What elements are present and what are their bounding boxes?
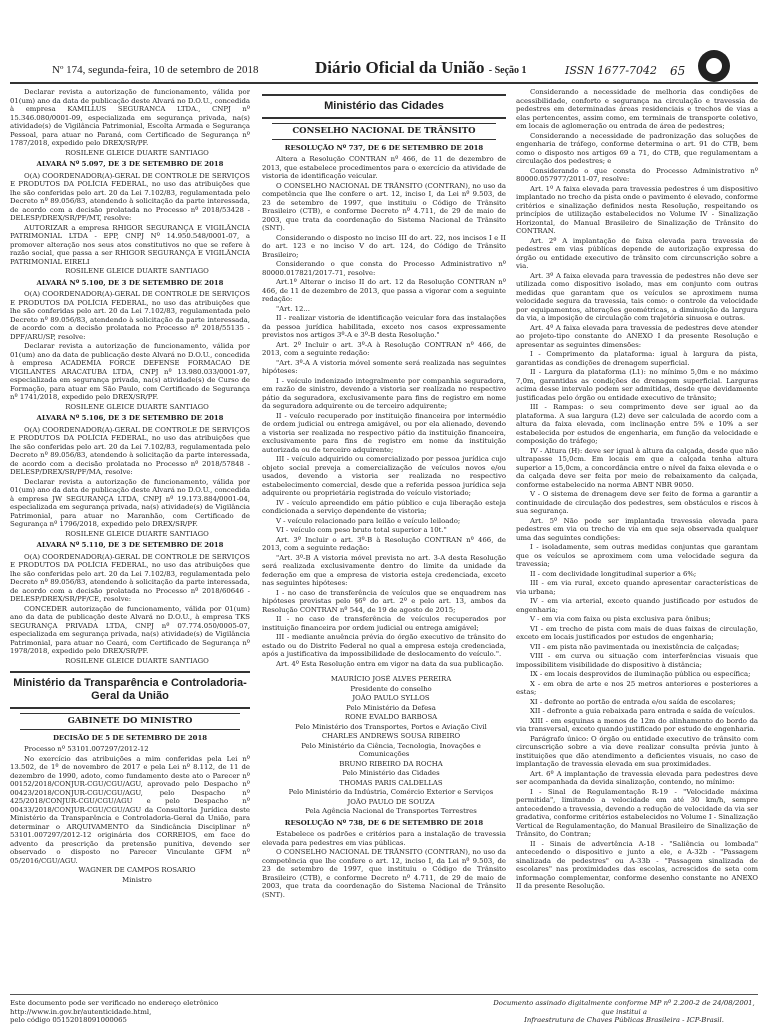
signature-note-line: Documento assinado digitalmente conforme MP nº 2.200-2 de 24/08/2001, que institui a (493, 999, 755, 1016)
ementa: Estabelece os padrões e critérios para a instalação de travessia elevada para pedestres em vias públicas. (262, 830, 506, 847)
paragraph: Art. 2º A implantação de faixa elevada para travessia de pedestres em vias públicas depende de autorização expressa do órgão ou entidade executivo de trânsito com circunscrição sobre a via. (516, 236, 758, 270)
decisao-title: DECISÃO DE 5 DE SETEMBRO DE 2018 (52, 733, 208, 742)
ministry-heading: Ministério da Transparência e Controladoria-Geral da União (10, 671, 250, 709)
paragraph: XI - defronte ao portão de entrada e/ou saída de escolares; (530, 697, 736, 706)
paragraph: VII - em pista não pavimentada ou inexistência de calçadas; (530, 642, 740, 651)
paragraph: Art. 1º A faixa elevada para travessia pedestres é um dispositivo implantado no trecho da pista onde o pavimento é elevado, conforme critérios e sinalização definidos nesta Resolução, respeitando os princípios de utilização estabelecidos no Volume IV - Sinalização Horizontal, do Manual Brasileiro de Sinalização de Trânsito do CONTRAN. (516, 184, 758, 235)
paragraph: II - com declividade longitudinal superior a 6%; (530, 569, 697, 578)
signature-name: JOÃO PAULO SYLLOS (352, 694, 430, 702)
paragraph: Processo nº 53101.007297/2012-12 (24, 745, 149, 753)
paragraph: O(A) COORDENADOR(A)-GERAL DE CONTROLE DE SERVIÇOS E PRODUTOS DA POLÍCIA FEDERAL, no uso das atribuições que lhe são conferidas pelo art. 20 da Lei 7.102/83, regulamentada pelo Decreto nº 89.056/83, atendendo à solicitação da parte interessada, de acordo com a decisão prolatada no Processo nº 2018/53428 - DELESP/DREX/SR/PF/MT, resolve: (10, 171, 250, 222)
paragraph: V - O sistema de drenagem deve ser feito de forma a garantir a continuidade de circulação dos pedestres, sem obstáculos e riscos à sua segurança. (516, 490, 758, 515)
paragraph: O(A) COORDENADOR(A)-GERAL DE CONTROLE DE SERVIÇOS E PRODUTOS DA POLÍCIA FEDERAL, no uso das atribuições que lhe são conferidas pelo art. 20 da Lei 7.102/83, regulamentada pelo Decreto nº 89.056/83, atendendo à solicitação da parte interessada, de acordo com a decisão prolatada no Processo nº 2018/60646 - DELESP/DREX/SR/PF/CE, resolve: (10, 552, 250, 603)
paragraph: No exercício das atribuições a mim conferidas pela Lei nº 13.502, de 1º de novembro de 2017 e pela Lei nº 8.112, de 11 de dezembro de 1990, adoto, como fundamento deste ato o Parecer nº 00152/2018/CONJUR-CGU/CGU/AGU, aprovado pelo Despacho nº 00423/2018/CONJUR-CGU/CGU/AGU, pelo Despacho nº 425/2018/CONJUR-CGU/CGU/AGU e pelo Despacho nº 00433/2018/CONJUR-CGU/CGU/AGU da Consultoria Jurídica deste Ministério da Transparência e Controladoria-Geral da União, para determinar o ARQUIVAMENTO da Sindicância Disciplinar nº 53101.007297/2012-12 originária dos CORREIOS, em face do advento da prescrição da pretensão punitiva, devendo ser observado o disposto no Parecer Vinculante GFM nº 05/2016/CGU/AGU. (10, 754, 250, 865)
verification-url: Este documento pode ser verificado no endereço eletrônico http://www.in.gov.br/autenticidade.html, (10, 999, 219, 1016)
verification-note (10, 999, 340, 1025)
signature-role: Pelo Ministério da Indústria, Comércio Exterior e Serviços (288, 788, 494, 796)
signature-role: Pelo Ministério da Ciência, Tecnologia, Inovações e Comunicações (301, 741, 481, 758)
column-3 (516, 88, 758, 988)
section-label: - Seção 1 (488, 65, 527, 76)
signature-name: RONE EVALDO BARBOSA (344, 713, 438, 721)
paragraph: Considerando o disposto no inciso III do art. 22, nos incisos I e II do art. 123 e no inciso V do art. 124, do Código de Trânsito Brasileiro; (262, 233, 506, 259)
alvara-title: ALVARÁ Nº 5.097, DE 3 DE SETEMBRO DE 2018 (36, 160, 224, 168)
signature-role: Pelo Ministério da Defesa (346, 703, 436, 712)
verification-code: pelo código 05152018091000065 (10, 1016, 127, 1024)
paragraph: XII - defronte a guia rebaixada para entrada e saída de veículos. (530, 707, 756, 715)
paragraph: I - Comprimento da plataforma: igual à largura da pista, garantidas as condições de drenagem superficial. (516, 350, 758, 367)
newspaper-title (315, 58, 527, 78)
paragraph: I - veículo indenizado integralmente por companhia seguradora, em razão de sinistro, devendo a vistoria ser realizada no respectivo pátio da seguradora, exclusivamente para fins de registro em nome da seguradora adquirente ou de terceiro adquirente; (262, 376, 506, 410)
paragraph: Art. 5º Não pode ser implantada travessia elevada para pedestres em via ou trecho de via em que seja observada qualquer uma das seguintes condições: (516, 516, 758, 542)
coat-of-arms-icon (698, 50, 730, 82)
paragraph: V - veículo relacionado para leilão e veículo leiloado; (276, 516, 461, 525)
alvara-title: ALVARÁ Nº 5.106, DE 3 DE SETEMBRO DE 2018 (36, 414, 224, 422)
paragraph: "Art. 3º-B A vistoria móvel prevista no art. 3-A desta Resolução será realizada exclusivamente dentro do limite da unidade da federação em que a empresa de vistoria esteja credenciada, exceto nas seguintes hipóteses: (262, 553, 506, 587)
alvara-title: ALVARÁ Nº 5.110, DE 3 DE SETEMBRO DE 2018 (36, 541, 224, 549)
paragraph: Declarar revista a autorização de funcionamento, válida por 01(um) ano da data de publicação deste Alvará no D.O.U., concedida à empresa JW SEGURANÇA LTDA, CNPJ nº 19.173.884/0001-04, especializada em segurança privada, na(s) atividade(s) de Vigilância Patrimonial, para atuar no Maranhão, com Certificado de Segurança nº 1796/2018, expedido pelo DREX/SR/PF. (10, 477, 250, 528)
paragraph: Art. 3º A faixa elevada para travessia de pedestres não deve ser utilizada como dispositivo isolado, mas em conjunto com outras medidas que garantam que os veículos se aproximem numa velocidade segura da travessia, tais como: o controle da velocidade por equipamentos, alterações geométricas, a diminuição da largura da via, a imposição de circulação com trajetória sinuosa e outras. (516, 271, 758, 322)
paragraph: VI - em trecho de pista com mais de duas faixas de circulação, exceto em locais justificados por estudos de engenharia; (516, 624, 758, 641)
paragraph: II - no caso de transferência de veículos recuperados por instituição financeira por ordem judicial ou entrega amigável; (262, 615, 506, 632)
page-header (10, 46, 758, 84)
gabinete-heading: GABINETE DO MINISTRO (20, 713, 240, 730)
paragraph: I - Sinal de Regulamentação R-19 - "Velocidade máxima permitida", limitando a velocidade em até 30 km/h, sempre antecedendo a travessia, devendo a redução de velocidade da via ser gradativa, conforme critérios estabelecidos no Volume I - Sinalização Vertical de Regulamentação, do Manual Brasileiro de Sinalização de Trânsito, do Contran; (516, 787, 758, 838)
paragraph: Considerando o que consta do Processo Administrativo nº 80000.057977/2011-07, resolve: (516, 166, 758, 183)
paragraph: Considerando a necessidade de padronização das soluções de engenharia de tráfego, conforme determina o art. 91 do CTB, bem como o disposto nos artigos 69 a 71, do CTB, que regulamentam a circulação dos pedestres; e (516, 131, 758, 165)
signature-role: Ministro (122, 875, 152, 884)
paragraph: VIII - em curva ou situação com interferências visuais que impossibilitem visibilidade do dispositivo à distância; (516, 652, 758, 669)
issn: ISSN 1677-7042 (565, 64, 658, 77)
paragraph: III - mediante anuência prévia do órgão executivo de trânsito do estado ou do Distrito Federal no qual a empresa esteja credenciada, após a justificativa da impossibilidade de deslocamento do veículo.". (262, 633, 506, 658)
paragraph: I - isoladamente, sem outras medidas conjuntas que garantam que os veículos se aproximem com uma velocidade segura da travessia; (516, 543, 758, 568)
paragraph: O(A) COORDENADOR(A)-GERAL DE CONTROLE DE SERVIÇOS E PRODUTOS DA POLÍCIA FEDERAL, no uso das atribuições que lhe são conferidas pelo art. 20 da Lei 7.102/83, regulamentada pelo Decreto nº 89.056/83, atendendo à solicitação da parte interessada, de acordo com a decisão prolatada no Processo nº 2018/57848 - DELESP/DREX/SR/PF/MA, resolve: (10, 425, 250, 476)
page-footer (10, 994, 758, 1024)
paragraph: Considerando a necessidade de melhoria das condições de acessibilidade, conforto e segurança na circulação e travessia de pedestres em determinadas áreas residenciais e trechos de vias a elas pertencentes, assim como, em terminais de transporte coletivo, em locais de aglomeração ou entrada de área de pedestres; (516, 88, 758, 130)
paragraph: Art. 4º A faixa elevada para travessia de pedestres deve atender ao projeto-tipo constante do ANEXO I da presente Resolução e apresentar as seguintes dimensões: (516, 323, 758, 349)
signature-note (490, 999, 758, 1025)
paragraph: Art. 2º Incluir o art. 3º-A à Resolução CONTRAN nº 466, de 2013, com a seguinte redação: (262, 340, 506, 357)
paragraph: "Art. 12... (276, 304, 310, 313)
signature-role: Pelo Ministério dos Transportes, Portos e Aviação Civil (295, 722, 487, 731)
paragraph: Art. 3º Incluir o art. 3º-B à Resolução CONTRAN nº 466, de 2013, com a seguinte redação: (262, 535, 506, 552)
paragraph: II - Sinais de advertência A-18 - "Saliência ou lombada" antecedendo o dispositivo e junto a ele, e A-32b - "Passagem sinalizada de pedestres" ou A-33b - "Passagem sinalizada de escolares" nas proximidades das escolas, acrescidos de seta com informação complementar, conforme desenho constante no ANEXO II da presente Resolução. (516, 839, 758, 890)
paragraph: O(A) COORDENADOR(A)-GERAL DE CONTROLE DE SERVIÇOS E PRODUTOS DA POLÍCIA FEDERAL, no uso das atribuições que lhe são conferidas pelo art. 20 da Lei 7.102/83, regulamentada pelo Decreto nº 89.056/83, atendendo à solicitação da parte interessada, de acordo com a decisão prolatada no Processo nº 2018/55135 - DPF/ARU/SP, resolve: (10, 290, 250, 341)
paragraph: VI - veículo com peso bruto total superior a 10t." (276, 526, 447, 534)
signature-role: Pelo Ministério das Cidades (342, 769, 440, 777)
paragraph: II - veículo recuperado por instituição financeira por intermédio de ordem judicial ou entrega amigável, ou por ela alienado, devendo a vistoria ser realizada no respectivo pátio da instituição financeira, exclusivamente para fins de registro em nome da instituição autorizada ou de terceiro adquirente; (262, 411, 506, 454)
paragraph: III - Rampas: o seu comprimento deve ser igual ao da plataforma. A sua largura (L2) deve ser calculada de acordo com a altura da faixa elevada, com inclinação entre 5% e 10% a ser estabelecida por estudos de engenharia, em função da velocidade e composição do tráfego; (516, 403, 758, 445)
paragraph: Art. 6º A implantação de travessia elevada para pedestres deve ser acompanhada da devida sinalização, contendo, no mínimo: (516, 769, 758, 786)
paragraph: XIII - em esquinas a menos de 12m do alinhamento do bordo da via transversal, exceto quando justificado por estudo de engenharia. (516, 716, 758, 733)
paragraph: AUTORIZAR a empresa RHIGOR SEGURANÇA E VIGILÂNCIA PATRIMONIAL LTDA - EPP, CNPJ Nº 14.950.548/0001-07, a promover alteração nos seus atos constitutivos no que se refere à razão social, que passa a ser RHIGOR SEGURANÇA E VIGILÂNCIA PATRIMONIAL EIRELI (10, 223, 250, 266)
signature: ROSILENE GLEICE DUARTE SANTIAGO (65, 402, 209, 411)
paragraph: Declarar revista a autorização de funcionamento, válida por 01(um) ano da data de publicação deste Alvará no D.O.U., concedida à empresa ACADEMIA FORCE DEFENSE FORMACAO DE VIGILANTES ARACATUBA LTDA, CNPJ nº 13.980.033/0001-97, especializada em segurança privada, na(s) atividade(s) de Curso de Formação, para atuar em São Paulo, com Certificado de Segurança nº 1741/2018, expedido pelo DREX/SR/PF. (10, 342, 250, 401)
signature-name: JOÃO PAULO DE SOUZA (347, 797, 435, 806)
ementa: Altera a Resolução CONTRAN nº 466, de 11 de dezembro de 2013, que estabelece procedimentos para o exercício da atividade de vistoria de identificação veicular. (262, 155, 506, 180)
paragraph: Art.1º Alterar o inciso II do art. 12 da Resolução CONTRAN nº 466, de 11 de dezembro de 2013, que passa a vigorar com a seguinte redação: (262, 278, 506, 303)
signature: ROSILENE GLEICE DUARTE SANTIAGO (65, 267, 209, 275)
signature-name: THOMAS PARIS CALDELLAS (339, 778, 443, 787)
signature-name: BRUNO RIBEIRO DA ROCHA (339, 759, 443, 768)
paragraph: I - no caso de transferência de veículos que se enquadrem nas hipóteses previstas pelo §6º do art. 2º e pelo art. 13, ambos da Resolução CONTRAN nº 544, de 19 de agosto de 2015; (262, 588, 506, 614)
paragraph: II - realizar vistoria de identificação veicular fora das instalações da pessoa jurídica habilitada, exceto nos casos expressamente previstos nos artigos 3º-A e 3º-B desta Resolução." (262, 314, 506, 339)
signature-name: MAURÍCIO JOSÉ ALVES PEREIRA (330, 675, 452, 683)
title-text: Diário Oficial da União (315, 58, 485, 77)
paragraph: O CONSELHO NACIONAL DE TRÂNSITO (CONTRAN), no uso da competência que lhe confere o art. 12, inciso I, da Lei nº 9.503, de 23 de setembro de 1997, que instituiu o Código de Trânsito Brasileiro (CTB), e conforme Decreto nº 4.711, de 29 de maio de 2003, que trata da coordenação do Sistema Nacional de Trânsito (SNT). (262, 848, 506, 899)
paragraph: Considerando o que consta do Processo Administrativo nº 80000.017821/2017-71, resolve: (262, 260, 506, 277)
paragraph: "Art. 3º-A A vistoria móvel somente será realizada nas seguintes hipóteses: (262, 358, 506, 375)
resolucao-title: RESOLUÇÃO Nº 737, DE 6 DE SETEMBRO DE 2018 (284, 143, 484, 152)
paragraph: IV - em via arterial, exceto quando justificado por estudos de engenharia; (516, 597, 758, 614)
paragraph: III - em via rural, exceto quando apresentar características de via urbana; (516, 579, 758, 596)
issue-info: Nº 174, segunda-feira, 10 de setembro de 2018 (52, 64, 259, 76)
alvara-title: ALVARÁ Nº 5.100, DE 3 DE SETEMBRO DE 2018 (36, 278, 224, 287)
paragraph: IX - em locais desprovidos de iluminação pública ou específica; (530, 670, 751, 678)
paragraph: IV - veículo apreendido em pátio público e cuja liberação esteja condicionada a serviço dependente de vistoria; (262, 498, 506, 515)
page-number: 65 (670, 64, 686, 78)
signature: ROSILENE GLEICE DUARTE SANTIAGO (65, 148, 209, 157)
signature-role: Pela Agência Nacional de Transportes Terrestres (305, 807, 477, 815)
signature: ROSILENE GLEICE DUARTE SANTIAGO (65, 529, 209, 538)
resolucao-title: RESOLUÇÃO Nº 738, DE 6 DE SETEMBRO DE 2018 (284, 818, 484, 827)
paragraph: X - em obra de arte e nos 25 metros anteriores e posteriores a estas; (516, 679, 758, 696)
ministry-heading: Ministério das Cidades (262, 94, 506, 119)
column-1 (10, 88, 250, 988)
paragraph: III - veículo adquirido ou comercializado por pessoa jurídica cujo objeto social preveja a comercialização de veículos novos e/ou usados, devendo a vistoria ser realizada no respectivo estabelecimento comercial, desde que a referida pessoa jurídica seja adquirente ou proprietária registrada do veículo vistoriado; (262, 455, 506, 497)
signature-role: Presidente do conselho (350, 684, 432, 693)
column-2 (262, 88, 506, 988)
paragraph: IV - Altura (H): deve ser igual à altura da calçada, desde que não ultrapasse 15,0cm. Em locais em que a calçada tenha altura superior a 15,0cm, a concordância entre o nível da faixa elevada e o da calçada deve ser feita por meio de rebaixamento da calçada, conforme estabelecido na norma ABNT NBR 9050. (516, 446, 758, 489)
signature: WAGNER DE CAMPOS ROSARIO (78, 866, 196, 874)
signature-note-line: Infraestrutura de Chaves Públicas Brasileira - ICP-Brasil. (524, 1016, 724, 1024)
signature-name: CHARLES ANDREWS SOUSA RIBEIRO (321, 732, 461, 740)
paragraph: Parágrafo único: O órgão ou entidade executivo de trânsito com circunscrição sobre a via deve realizar consulta prévia junto à instituições que dão atendimento a deficientes visuais, no caso de implantação de travessia elevada em sua proximidades. (516, 734, 758, 768)
paragraph: Art. 4º Esta Resolução entra em vigor na data da sua publicação. (276, 659, 504, 668)
paragraph: Declarar revista a autorização de funcionamento, válida por 01(um) ano da data de publicação deste Alvará no D.O.U., concedida à empresa KAMILLUS SEGURANCA LTDA., CNPJ nº 15.346.080/0001-09, especializada em segurança privada, na(s) atividade(s) de Vigilância Patrimonial, Escolta Armada e Segurança Pessoal, para atuar no Paraná, com Certificado de Segurança nº 1787/2018, expedido pelo DREX/SR/PF. (10, 88, 250, 147)
signature: ROSILENE GLEICE DUARTE SANTIAGO (65, 656, 209, 665)
conselho-heading: CONSELHO NACIONAL DE TRÂNSITO (272, 123, 496, 140)
paragraph: CONCEDER autorização de funcionamento, válida por 01(um) ano da data de publicação deste Alvará no D.O.U., à empresa TKS SEGURANÇA PRIVADA LTDA, CNPJ nº 07.774.050/0005-07, especializada em segurança privada, na(s) atividade(s) de Vigilância Patrimonial, para atuar no Ceará, com Certificado de Segurança nº 1978/2018, expedido pelo DREX/SR/PF. (10, 604, 250, 655)
paragraph: O CONSELHO NACIONAL DE TRÂNSITO (CONTRAN), no uso da competência que lhe confere o art. 12, inciso I, da Lei nº 9.503, de 23 de setembro de 1997, que instituiu o Código de Trânsito Brasileiro (CTB), e conforme Decreto nº 4.711, de 29 de maio de 2003, que trata da coordenação do Sistema Nacional de Trânsito (SNT). (262, 181, 506, 232)
paragraph: V - em via com faixa ou pista exclusiva para ônibus; (530, 615, 711, 623)
paragraph: II - Largura da plataforma (L1): no mínimo 5,0m e no máximo 7,0m, garantidas as condições de drenagem superficial. Larguras acima desse intervalo podem ser admitidas, desde que devidamente justificadas pelo órgão ou entidade executivo de trânsito; (516, 368, 758, 402)
